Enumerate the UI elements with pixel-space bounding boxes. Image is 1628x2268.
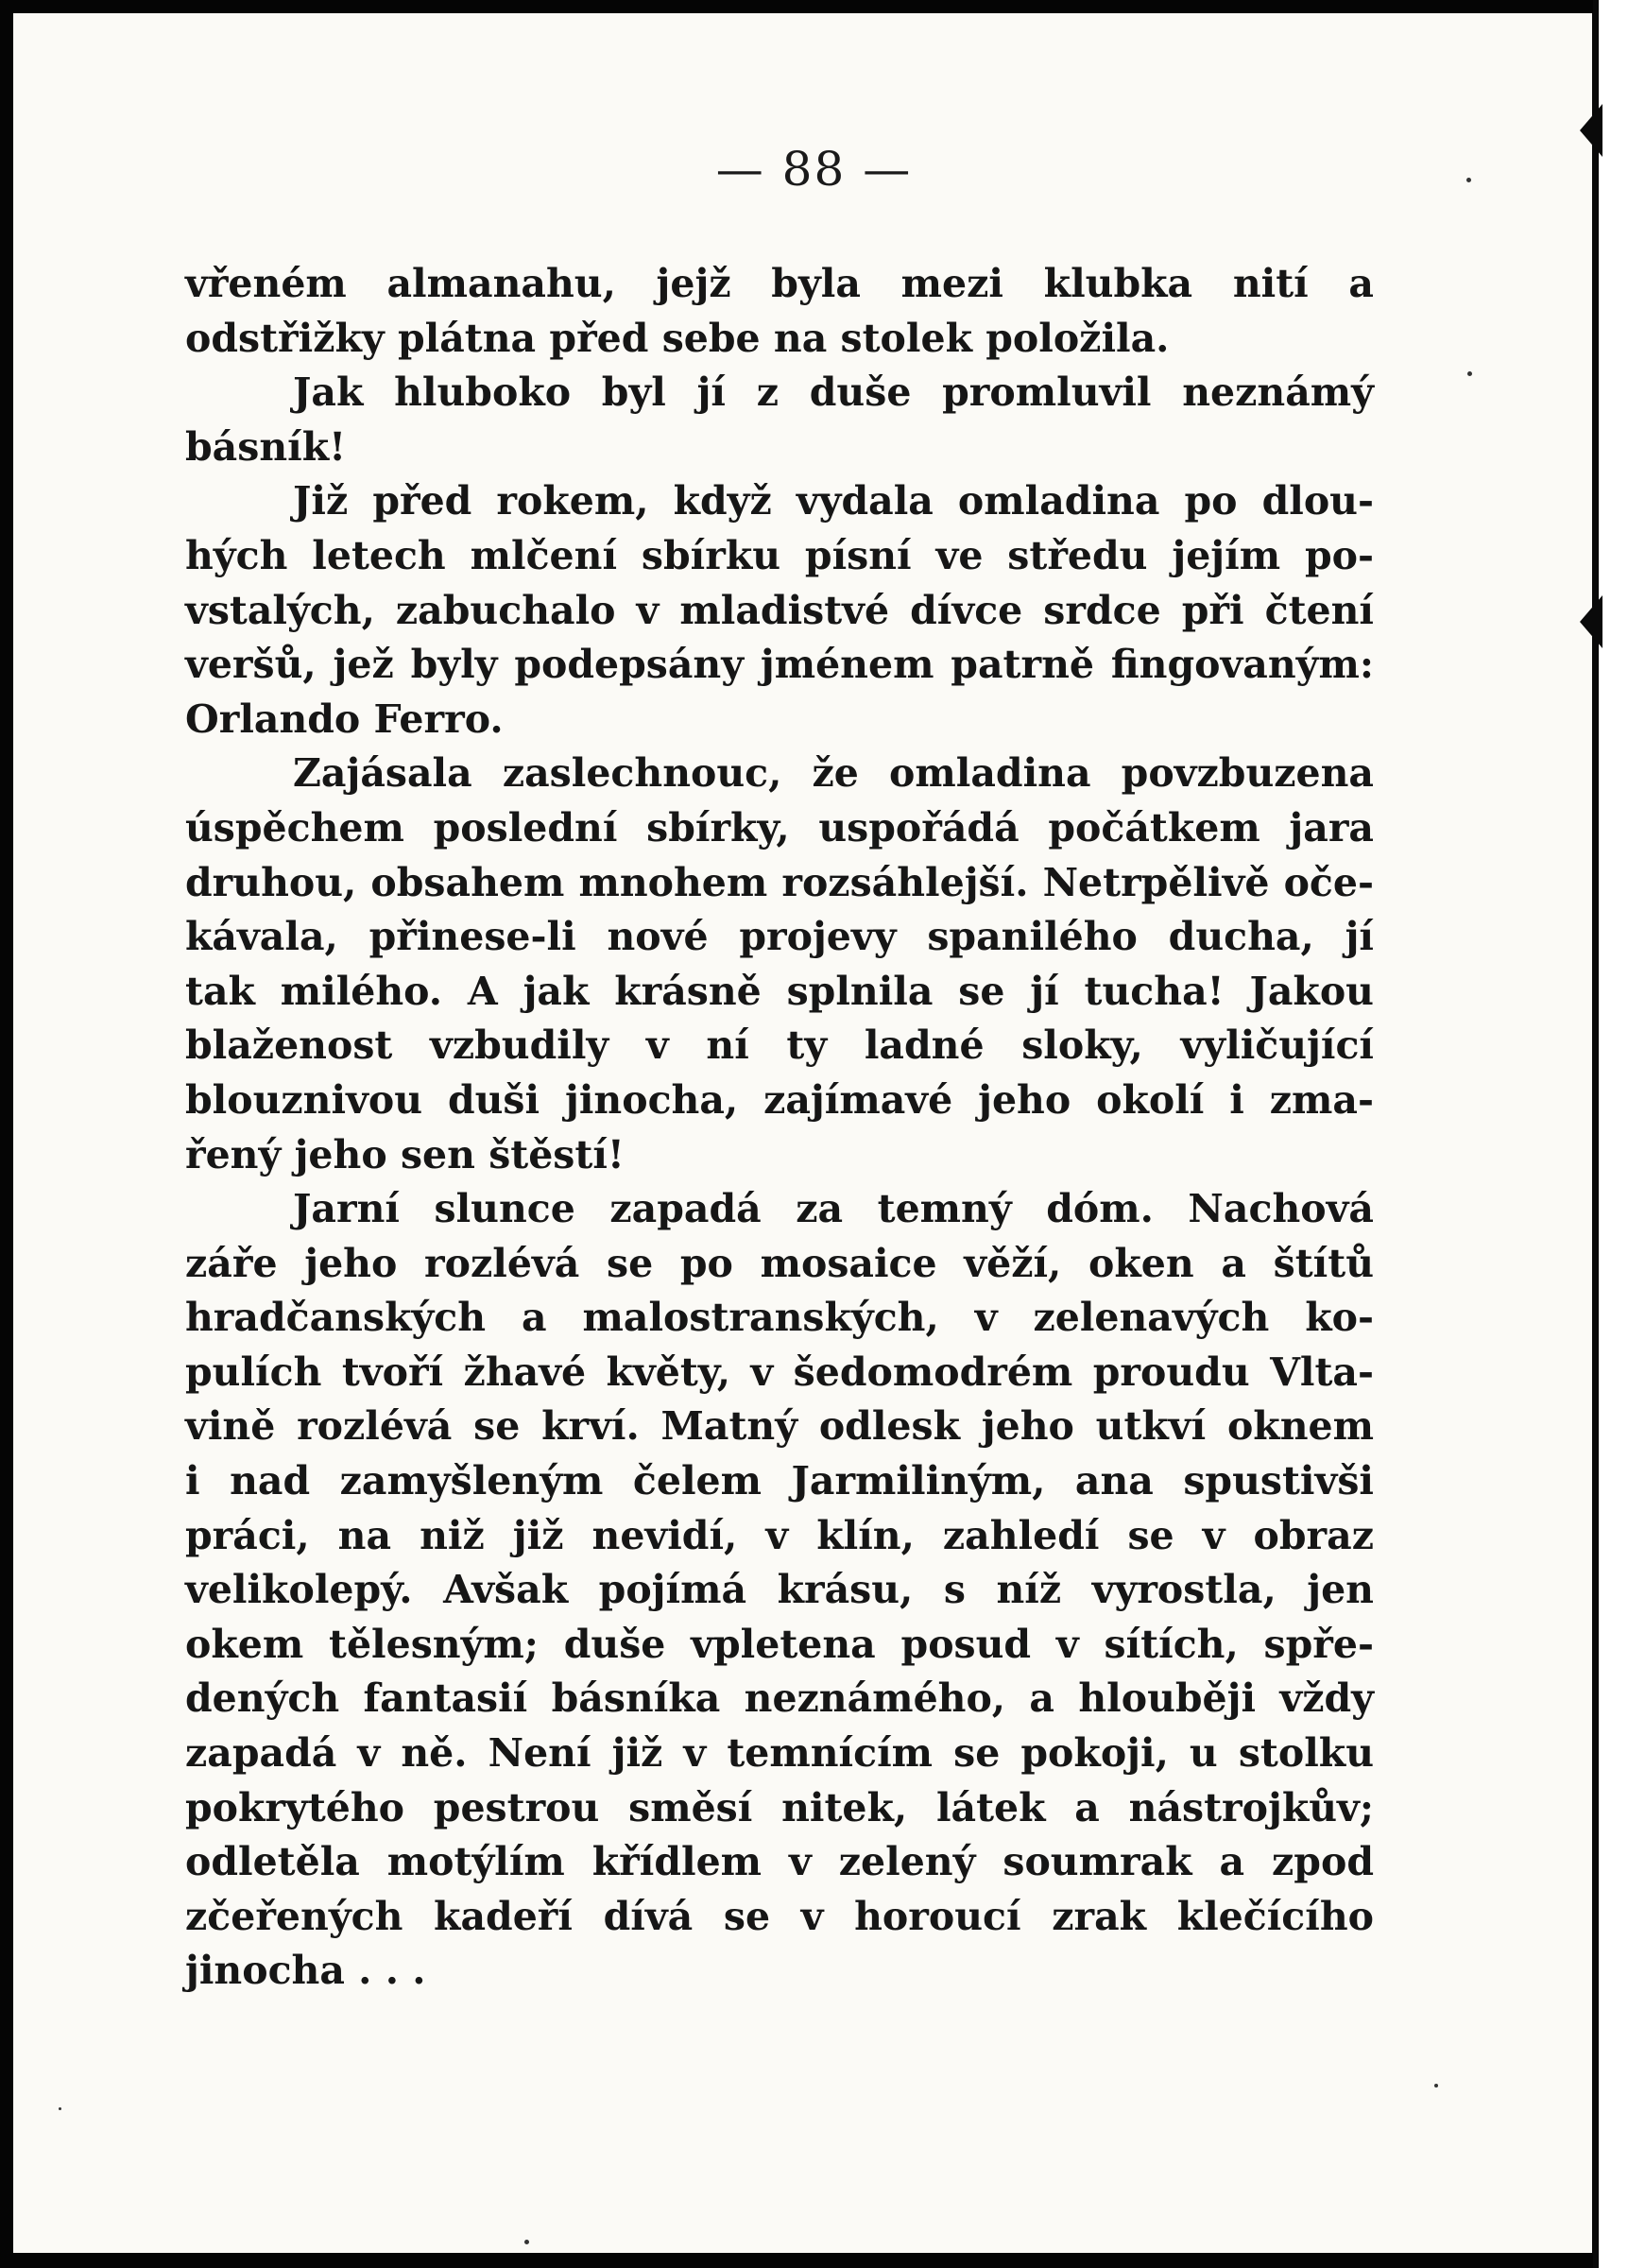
text-line: Zajásala zaslechnouc, že omladina povzbuzena [293,750,1374,797]
text-line: zapadá v ně. Není již v temnícím se pokoji, u stolku [185,1730,1374,1777]
text-line: veršů, jež byly podepsány jménem patrně fingovaným: [185,642,1374,688]
text-line: práci, na niž již nevidí, v klín, zahledí se v obraz [185,1512,1374,1558]
text-line: i nad zamyšleným čelem Jarmiliným, ana spustivši [185,1458,1374,1504]
text-line: kávala, přinese-li nové projevy spanilého ducha, jí [185,914,1374,960]
text-line: Jarní slunce zapadá za temný dóm. Nachová [293,1186,1374,1232]
scan-speck [1467,371,1472,376]
text-line: druhou, obsahem mnohem rozsáhlejší. Netrpělivě oče- [185,859,1374,905]
text-line: vině rozlévá se krví. Matný odlesk jeho utkví oknem [185,1403,1374,1450]
text-line: hých letech mlčení sbírku písní ve středu jejím po- [185,532,1374,578]
text-line: okem tělesným; duše vpletena posud v sítích, spře- [185,1621,1374,1667]
page-body-text [185,257,1374,1999]
text-line: jinocha . . . [185,1948,426,1994]
text-line: Již před rokem, když vydala omladina po dlou- [293,478,1374,524]
text-line: básník! [185,423,347,470]
binding-edge-line [1593,0,1599,2268]
text-line: úspěchem poslední sbírky, uspořádá počátkem jara [185,804,1374,850]
text-line: pulích tvoří žhavé květy, v šedomodrém proudu Vlta- [185,1349,1374,1395]
text-line: řený jeho sen štěstí! [185,1131,625,1177]
scan-speck [524,2240,529,2244]
text-line: záře jeho rozlévá se po mosaice věží, oken a štítů [185,1240,1374,1286]
text-line: blouznivou duši jinocha, zajímavé jeho okolí i zma- [185,1076,1374,1123]
scan-speck [1434,2084,1438,2088]
text-line: Orlando Ferro. [185,696,504,742]
text-line: zčeřených kadeří dívá se v horoucí zrak klečícího [185,1893,1374,1939]
text-line: blaženost vzbudily v ní ty ladné sloky, vyličující [185,1022,1374,1069]
page-number: — 88 — [715,142,913,197]
text-line: velikolepý. Avšak pojímá krásu, s níž vyrostla, jen [185,1567,1374,1613]
text-line: tak milého. A jak krásně splnila se jí tucha! Jakou [185,968,1374,1014]
text-line: Jak hluboko byl jí z duše promluvil neznámý [293,369,1374,416]
text-line: dených fantasií básníka neznámého, a hlouběji vždy [185,1675,1374,1722]
text-line: pokrytého pestrou směsí nitek, látek a nástrojkův; [185,1784,1374,1830]
scan-speck [59,2107,61,2110]
text-line: odletěla motýlím křídlem v zelený soumrak a zpod [185,1839,1374,1885]
text-line: vstalých, zabuchalo v mladistvé dívce srdce při čtení [185,587,1374,633]
text-line: vřeném almanahu, jejž byla mezi klubka nití a [185,261,1374,306]
text-line: hradčanských a malostranských, v zelenavých ko- [185,1295,1374,1341]
text-line: odstřižky plátna před sebe na stolek položila. [185,315,1170,361]
scan-speck [1466,178,1471,182]
